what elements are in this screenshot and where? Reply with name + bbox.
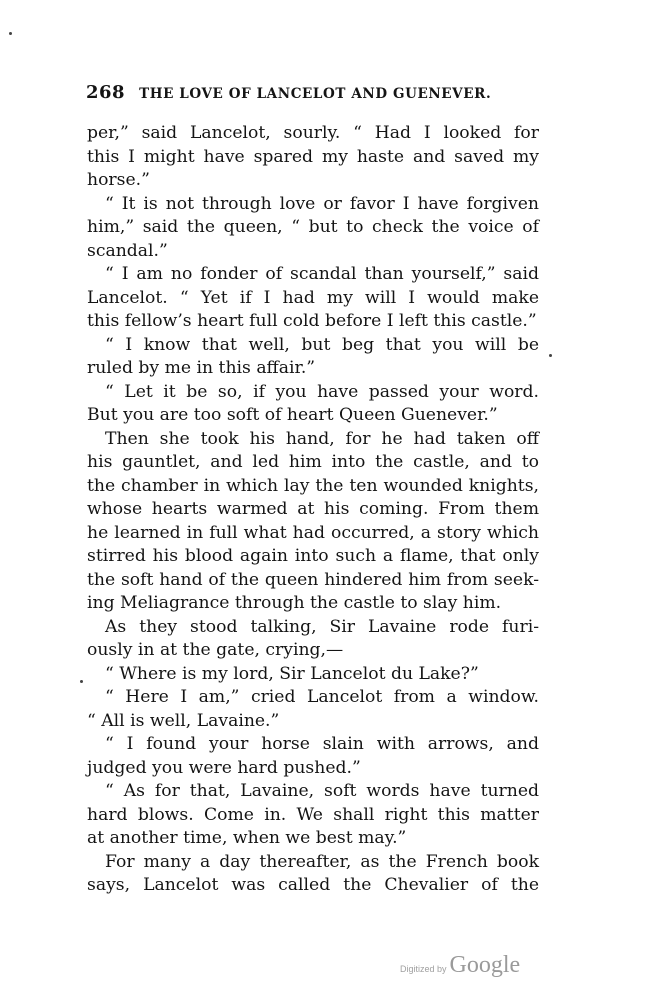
text-line: “ I am no fonder of scandal than yourself,” said: [105, 264, 539, 284]
text-line: “ As for that, Lavaine, soft words have turned: [105, 781, 539, 801]
text-line: “ It is not through love or favor I have forgiven: [105, 193, 539, 214]
body-text: [87, 122, 539, 898]
text-line: stirred his blood again into such a flame, that only: [87, 546, 539, 566]
text-line: he learned in full what had occurred, a story which: [87, 522, 539, 543]
text-line: says, Lancelot was called the Chevalier of the: [87, 875, 539, 895]
text-line: ruled by me in this affair.”: [87, 358, 316, 378]
text-line: Lancelot. “ Yet if I had my will I would make: [87, 287, 539, 308]
text-line: scandal.”: [87, 240, 168, 261]
text-line: “ I found your horse slain with arrows, and: [105, 734, 539, 754]
text-line: “ Here I am,” cried Lancelot from a window.: [105, 687, 539, 707]
text-line: judged you were hard pushed.”: [87, 757, 361, 778]
text-line: per,” said Lancelot, sourly. “ Had I looked for: [87, 123, 539, 143]
text-line: ing Meliagrance through the castle to slay him.: [87, 593, 502, 613]
running-head: THE LOVE OF LANCELOT AND GUENEVER.: [139, 86, 492, 102]
page-header: [86, 82, 541, 108]
text-line: whose hearts warmed at his coming. From them: [87, 499, 539, 519]
digitized-by-google-watermark: [400, 952, 520, 982]
watermark-prefix: Digitized by: [400, 964, 447, 974]
text-line: hard blows. Come in. We shall right this matter: [87, 804, 539, 825]
text-line: the soft hand of the queen hindered him from seek-: [87, 569, 539, 590]
text-line: the chamber in which lay the ten wounded knights,: [87, 475, 539, 496]
text-line: As they stood talking, Sir Lavaine rode furi-: [105, 616, 539, 637]
print-speck: [9, 32, 12, 35]
text-line: “ Let it be so, if you have passed your word.: [105, 381, 539, 402]
text-line: at another time, when we best may.”: [87, 828, 407, 848]
print-speck: [549, 354, 552, 357]
text-line: “ Where is my lord, Sir Lancelot du Lake?”: [105, 663, 479, 684]
text-line: ously in at the gate, crying,—: [87, 640, 344, 660]
text-line: For many a day thereafter, as the French book: [105, 851, 539, 872]
text-line: this fellow’s heart full cold before I left this castle.”: [87, 311, 537, 331]
print-speck: [80, 680, 83, 683]
page-number: 268: [86, 82, 126, 103]
text-line: his gauntlet, and led him into the castle, and to: [87, 452, 539, 472]
text-line: But you are too soft of heart Queen Guenever.”: [87, 405, 498, 425]
text-line: Then she took his hand, for he had taken off: [105, 428, 539, 449]
google-logo: Google: [449, 952, 521, 978]
text-line: him,” said the queen, “ but to check the voice of: [87, 217, 539, 237]
text-line: this I might have spared my haste and saved my: [87, 146, 539, 167]
text-line: horse.”: [87, 170, 150, 190]
text-line: “ I know that well, but beg that you will be: [105, 334, 539, 355]
text-line: “ All is well, Lavaine.”: [87, 710, 280, 731]
